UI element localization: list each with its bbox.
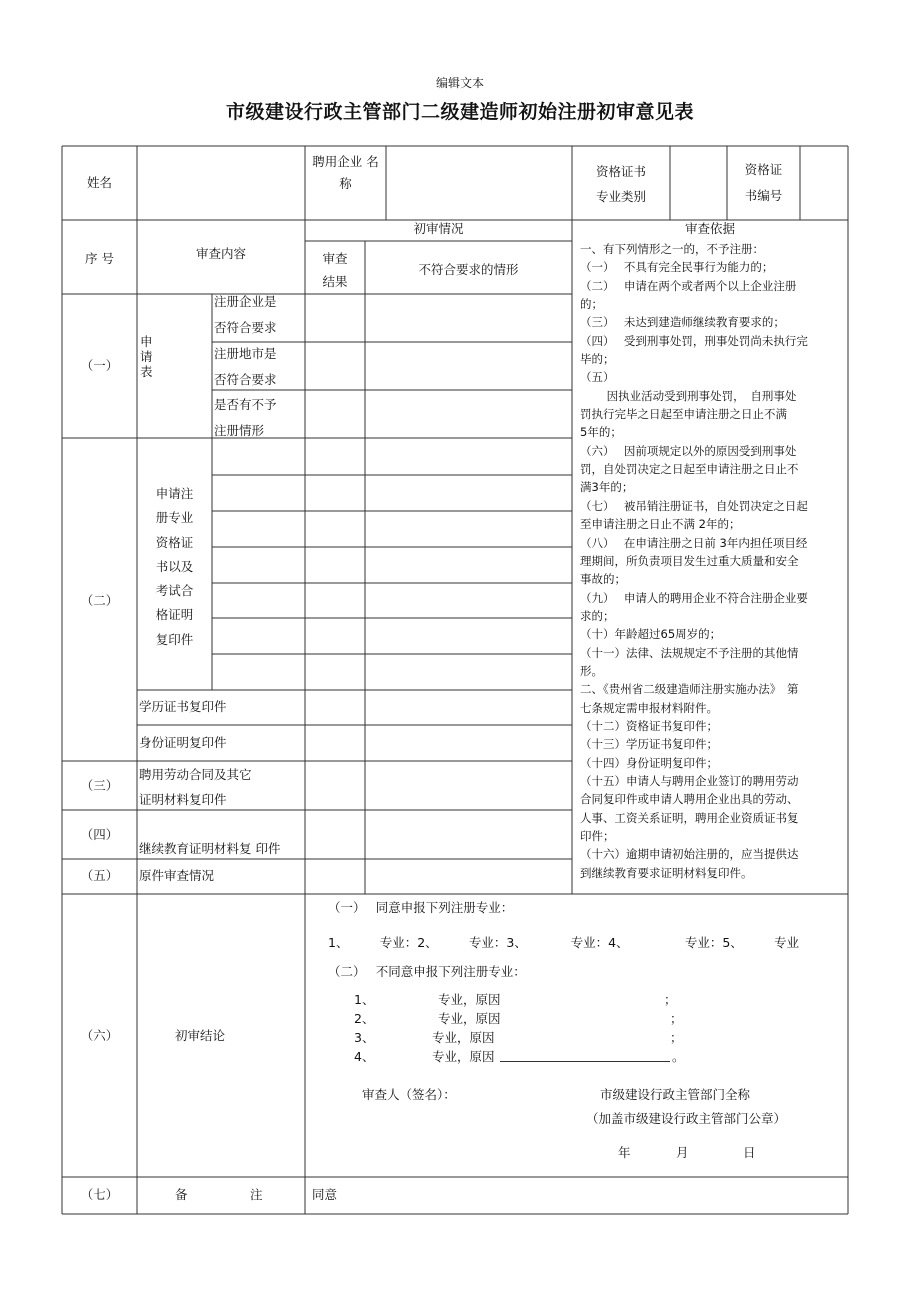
section5-seq: （五）	[80, 868, 119, 883]
initial-review-header: 初审情况	[413, 221, 464, 236]
nonconform-header: 不符合要求的情形	[418, 262, 519, 277]
date-month: 月	[676, 1145, 689, 1160]
basis-line: 到继续教育要求证明材料复印件。	[580, 865, 753, 880]
section1-item3-line2: 注册情形	[214, 423, 265, 438]
basis-line: 形。	[580, 663, 603, 678]
basis-line: （九） 申请人的聘用企业不符合注册企业要	[580, 590, 808, 605]
basis-line: 因执业活动受到刑事处罚， 自刑事处	[580, 388, 797, 403]
result-header-line1: 审查	[322, 251, 348, 266]
basis-line: 求的；	[580, 608, 615, 623]
section1-item2-line1: 注册地市是	[214, 346, 277, 361]
date-day: 日	[743, 1145, 756, 1160]
basis-line: 的；	[580, 297, 603, 312]
disagree-item2-text: 专业，原因	[438, 1011, 501, 1026]
section2-id: 身份证明复印件	[139, 735, 227, 750]
section2-seq: （二）	[80, 593, 119, 608]
seq-header: 序 号	[85, 251, 114, 266]
section5-content: 原件审查情况	[139, 868, 215, 883]
cert-no-label-line1: 资格证	[744, 162, 783, 177]
section1-item1-line1: 注册企业是	[214, 294, 277, 309]
date-year: 年	[618, 1145, 631, 1160]
cert-type-label-line2: 专业类别	[595, 189, 646, 204]
disagree-item1-text: 专业，原因	[438, 992, 501, 1007]
section3-line2: 证明材料复印件	[139, 792, 227, 807]
disagree-heading: （二） 不同意申报下列注册专业：	[328, 964, 526, 979]
basis-line: （六） 因前项规定以外的原因受到刑事处	[580, 443, 797, 458]
basis-line: 满3年的；	[580, 480, 634, 495]
basis-line: （一） 不具有完全民事行为能力的；	[580, 260, 774, 275]
employer-label-line2: 称	[339, 176, 352, 191]
basis-line: 5年的；	[580, 425, 622, 440]
section1-group-label: 申 请 表	[140, 334, 153, 379]
page-title: 市级建设行政主管部门二级建造师初始注册初审意见表	[225, 101, 694, 123]
section7-label-b: 注	[250, 1187, 263, 1202]
cert-no-label-line2: 书编号	[744, 188, 783, 203]
basis-line: （十五）申请人与聘用企业签订的聘用劳动	[580, 773, 799, 788]
basis-line: 一、有下列情形之一的，不予注册：	[580, 242, 764, 256]
name-label: 姓名	[86, 175, 112, 190]
disagree-item2-num: 2、	[354, 1011, 375, 1026]
agree-heading: （一） 同意申报下列注册专业：	[328, 900, 514, 915]
basis-line: 理期间，所负责项目发生过重大质量和安全	[580, 553, 799, 568]
basis-line: （十）年龄超过65周岁的；	[580, 627, 722, 642]
basis-line: 罚，自处罚决定之日起至申请注册之日止不	[580, 462, 799, 477]
basis-line: 事故的；	[580, 572, 626, 587]
basis-line: 二、《贵州省二级建造师注册实施办法》 第	[580, 682, 799, 697]
disagree-item1-num: 1、	[354, 992, 375, 1007]
basis-line: （十一）法律、法规规定不予注册的其他情	[580, 645, 799, 660]
disagree-item3-end: ；	[670, 1030, 683, 1045]
section2-group-label: 申请注 册专业 资格证 书以及 考试合 格证明 复印件	[155, 486, 194, 647]
basis-line: 合同复印件或申请人聘用企业出具的劳动、	[580, 792, 799, 807]
section7-content: 同意	[312, 1187, 338, 1202]
section6-seq: （六）	[80, 1028, 119, 1043]
basis-line: （十二）资格证书复印件；	[580, 718, 718, 733]
section3-seq: （三）	[80, 778, 119, 793]
basis-line: （二） 申请在两个或者两个以上企业注册	[580, 278, 797, 293]
basis-line: 毕的；	[580, 352, 615, 367]
result-header-line2: 结果	[322, 274, 348, 289]
basis-line: （十四）身份证明复印件；	[580, 755, 718, 770]
disagree-item4-end: 。	[672, 1049, 685, 1064]
basis-line: （八） 在申请注册之日前 3年内担任项目经	[580, 535, 808, 550]
reviewer-signature: 审查人（签名）：	[362, 1087, 456, 1102]
basis-line: （七） 被吊销注册证书，自处罚决定之日起	[580, 498, 808, 513]
section2-edu: 学历证书复印件	[139, 699, 227, 714]
section6-label: 初审结论	[174, 1028, 225, 1043]
cert-type-label-line1: 资格证书	[595, 164, 646, 179]
disagree-item4-text: 专业，原因	[432, 1049, 495, 1064]
disagree-item3-text: 专业，原因	[432, 1030, 495, 1045]
basis-line: 罚执行完毕之日起至申请注册之日止不满	[580, 407, 787, 422]
basis-line: （三） 未达到建造师继续教育要求的；	[580, 315, 785, 330]
section1-item1-line2: 否符合要求	[214, 320, 277, 335]
basis-line: （十三）学历证书复印件；	[580, 737, 718, 752]
disagree-item1-end: ；	[664, 992, 677, 1007]
employer-label-line1: 聘用企业 名	[312, 154, 379, 169]
section1-item2-line2: 否符合要求	[214, 372, 277, 387]
dept-name: 市级建设行政主管部门全称	[600, 1087, 751, 1102]
section1-item3-line1: 是否有不予	[214, 397, 277, 412]
review-basis	[580, 240, 848, 882]
basis-header: 审查依据	[684, 221, 735, 236]
basis-line: 七条规定需申报材料附件。	[580, 700, 718, 715]
disagree-item3-num: 3、	[354, 1030, 375, 1045]
agree-line: 1、 专业：2、 专业：3、 专业：4、 专业：5、 专业	[328, 935, 800, 950]
basis-line: 至申请注册之日止不满 2年的；	[580, 517, 741, 532]
section4-seq: （四）	[80, 827, 119, 842]
basis-line: 人事、工资关系证明，聘用企业资质证书复	[580, 810, 799, 825]
basis-line: （十六）逾期申请初始注册的，应当提供达	[580, 847, 799, 862]
seal-note: （加盖市级建设行政主管部门公章）	[586, 1111, 787, 1126]
section4-content: 继续教育证明材料复 印件	[139, 841, 281, 856]
basis-line: （五）	[580, 370, 615, 385]
basis-line: 印件；	[580, 829, 615, 843]
basis-line: （四） 受到刑事处罚，刑事处罚尚未执行完	[580, 333, 808, 348]
section7-label-a: 备	[175, 1187, 188, 1202]
disagree-item2-end: ；	[670, 1011, 683, 1026]
section3-line1: 聘用劳动合同及其它	[139, 767, 252, 782]
disagree-item4-blank	[500, 1049, 670, 1062]
section1-seq: （一）	[80, 358, 119, 373]
disagree-item4-num: 4、	[354, 1049, 375, 1064]
section7-seq: （七）	[80, 1187, 119, 1202]
content-header: 审查内容	[195, 246, 246, 261]
top-label: 编辑文本	[435, 76, 484, 90]
